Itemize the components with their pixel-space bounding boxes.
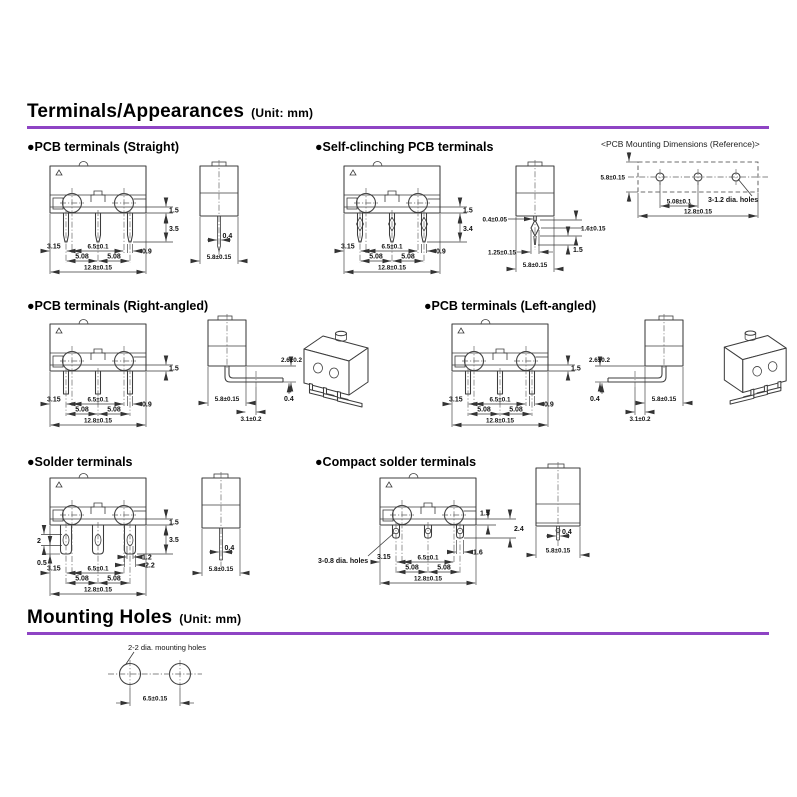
dimensions [318,511,524,586]
dim-label: 3.5 [169,226,179,233]
switch-body [202,472,240,567]
dim-label: 5.08 [107,575,121,583]
selfclinch-side-view [478,160,618,292]
dim-label: 0.9 [544,401,554,409]
dim-label: 3.15 [47,243,61,251]
section-title-straight: ●PCB terminals (Straight) [27,140,180,154]
dim-label: 12.8±0.15 [414,575,442,583]
dimensions [116,688,194,706]
dimensions [483,212,606,272]
mounting-holes-view [92,640,252,712]
dim-label: 2.4 [514,526,524,533]
switch-body [208,314,283,387]
title-rule [27,126,769,129]
callout-label: 3-0.8 dia. holes [318,558,369,565]
dim-label: 6.5±0.1 [381,243,403,251]
dim-label: 2.2 [145,562,155,570]
dim-label: 5.8±0.15 [214,396,240,403]
dimensions [37,511,179,596]
dim-label: 0.9 [142,248,152,256]
dim-label: 0.4±0.05 [482,216,507,224]
dim-label: 0.4 [224,545,235,552]
dimensions [42,357,179,427]
dim-label: 6.5±0.1 [417,554,439,562]
dim-label: 3.15 [341,243,355,251]
callout-label: 3-1.2 dia. holes [708,197,759,204]
dim-label: 5.8±0.15 [522,262,548,269]
dim-label: 6.5±0.1 [489,396,511,404]
dim-label: 5.08 [107,406,121,414]
section-title-rightangled: ●PCB terminals (Right-angled) [27,299,209,313]
switch-body [536,462,580,546]
dim-label: 5.08 [509,406,523,414]
dim-label: 5.08 [405,564,419,572]
dim-label: 12.8±0.15 [84,264,112,272]
leftangled-3d-view [702,322,794,407]
dim-label: 12.8±0.15 [84,417,112,425]
solder-front-view [36,470,186,602]
switch-body [516,160,554,250]
dim-label: 2 [37,538,41,545]
dim-label: 5.08 [75,575,89,583]
dim-label: 3.1±0.2 [629,416,651,423]
dim-label: 6.5±0.1 [87,565,109,573]
rightangled-3d-view [296,322,391,410]
dim-label: 5.08±0.1 [666,198,692,206]
leftangled-side-view [588,316,703,428]
rightangled-front-view [36,316,186,436]
dim-label: 3.15 [449,396,463,404]
dim-label: 2.6±0.2 [589,357,610,364]
pcbmount-view [600,150,790,228]
dim-label: 3.15 [47,565,61,573]
mounting-rule [27,632,769,635]
dim-label: 1.6±0.15 [581,225,606,233]
dim-label: 1.5 [169,207,179,215]
dim-label: 0.9 [436,248,446,256]
section-title-selfclinch: ●Self-clinching PCB terminals [315,140,494,154]
solder-side-view [192,472,257,602]
dimensions [444,357,581,427]
dim-label: 1.5 [169,365,179,373]
dim-label: 1.5 [480,510,490,518]
dim-label: 1.5 [571,365,581,373]
dim-label: 1.5 [169,519,179,527]
dim-label: 5.08 [75,406,89,414]
dimensions [589,357,692,423]
leftangled-front-view [438,316,588,436]
dim-label: 0.4 [284,396,294,403]
dim-label: 5.08 [369,253,383,261]
compact-side-view [524,464,594,564]
callout-label: 2-2 dia. mounting holes [128,643,206,652]
switch-3d [724,331,786,404]
straight-front-view [36,158,186,290]
dim-label: 1.6 [473,549,483,557]
page-title-unit: (Unit: mm) [251,106,314,120]
section-title-leftangled: ●PCB terminals (Left-angled) [424,299,597,313]
straight-side-view [190,160,255,290]
dim-label: 1.5 [573,247,583,254]
dim-label: 5.08 [477,406,491,414]
dim-label: 6.5±0.1 [87,243,109,251]
dim-label: 5.8±0.15 [600,174,625,182]
dim-label: 5.8±0.15 [206,254,232,261]
dim-label: 3.4 [463,226,473,233]
switch-body [200,160,238,255]
dim-label: 0.4 [562,529,572,536]
dim-label: 3.15 [47,396,61,404]
dim-label: 5.08 [437,564,451,572]
dim-label: 5.08 [107,253,121,261]
dim-label: 1.2 [142,554,152,562]
dimensions [336,199,473,274]
dim-label: 12.8±0.15 [378,264,406,272]
dim-label: 3.5 [169,537,179,544]
compact-front-view [318,470,528,590]
dim-label: 0.9 [142,401,152,409]
page-title-text: Terminals/Appearances [27,101,245,122]
dim-label: 0.4 [590,396,600,403]
dim-label: 12.8±0.15 [684,208,712,216]
dim-label: 3.1±0.2 [240,416,262,423]
dim-label: 6.5±0.1 [87,396,109,404]
dim-label: 5.08 [401,253,415,261]
section-title-pcbmount: <PCB Mounting Dimensions (Reference)> [601,139,760,149]
dim-label: 1.25±0.15 [488,249,516,257]
switch-body [608,314,683,387]
rightangled-side-view [188,316,303,428]
dim-label: 5.8±0.15 [545,547,571,555]
dim-label: 5.08 [75,253,89,261]
dim-label: 6.5±0.15 [142,695,168,703]
page-title [27,101,313,123]
dim-label: 5.8±0.15 [208,566,234,573]
dim-label: 3.15 [377,554,391,561]
section-title-solder: ●Solder terminals [27,455,133,469]
dim-label: 0.5 [37,560,47,567]
dim-label: 12.8±0.15 [486,417,514,425]
dim-label: 12.8±0.15 [84,586,112,594]
dim-label: 1.5 [463,207,473,215]
dim-label: 2.6±0.2 [281,357,302,364]
mounting-title-text: Mounting Holes [27,607,173,628]
selfclinch-front-view [330,158,480,290]
dim-label: 5.8±0.15 [651,396,677,403]
section-title-compact: ●Compact solder terminals [315,455,477,469]
holes-drawing [108,643,206,688]
dimensions [42,199,179,274]
mounting-title [27,607,241,629]
mounting-title-unit: (Unit: mm) [179,612,242,626]
switch-3d [304,331,368,407]
dimensions [199,357,302,423]
dim-label: 0.4 [222,233,233,240]
